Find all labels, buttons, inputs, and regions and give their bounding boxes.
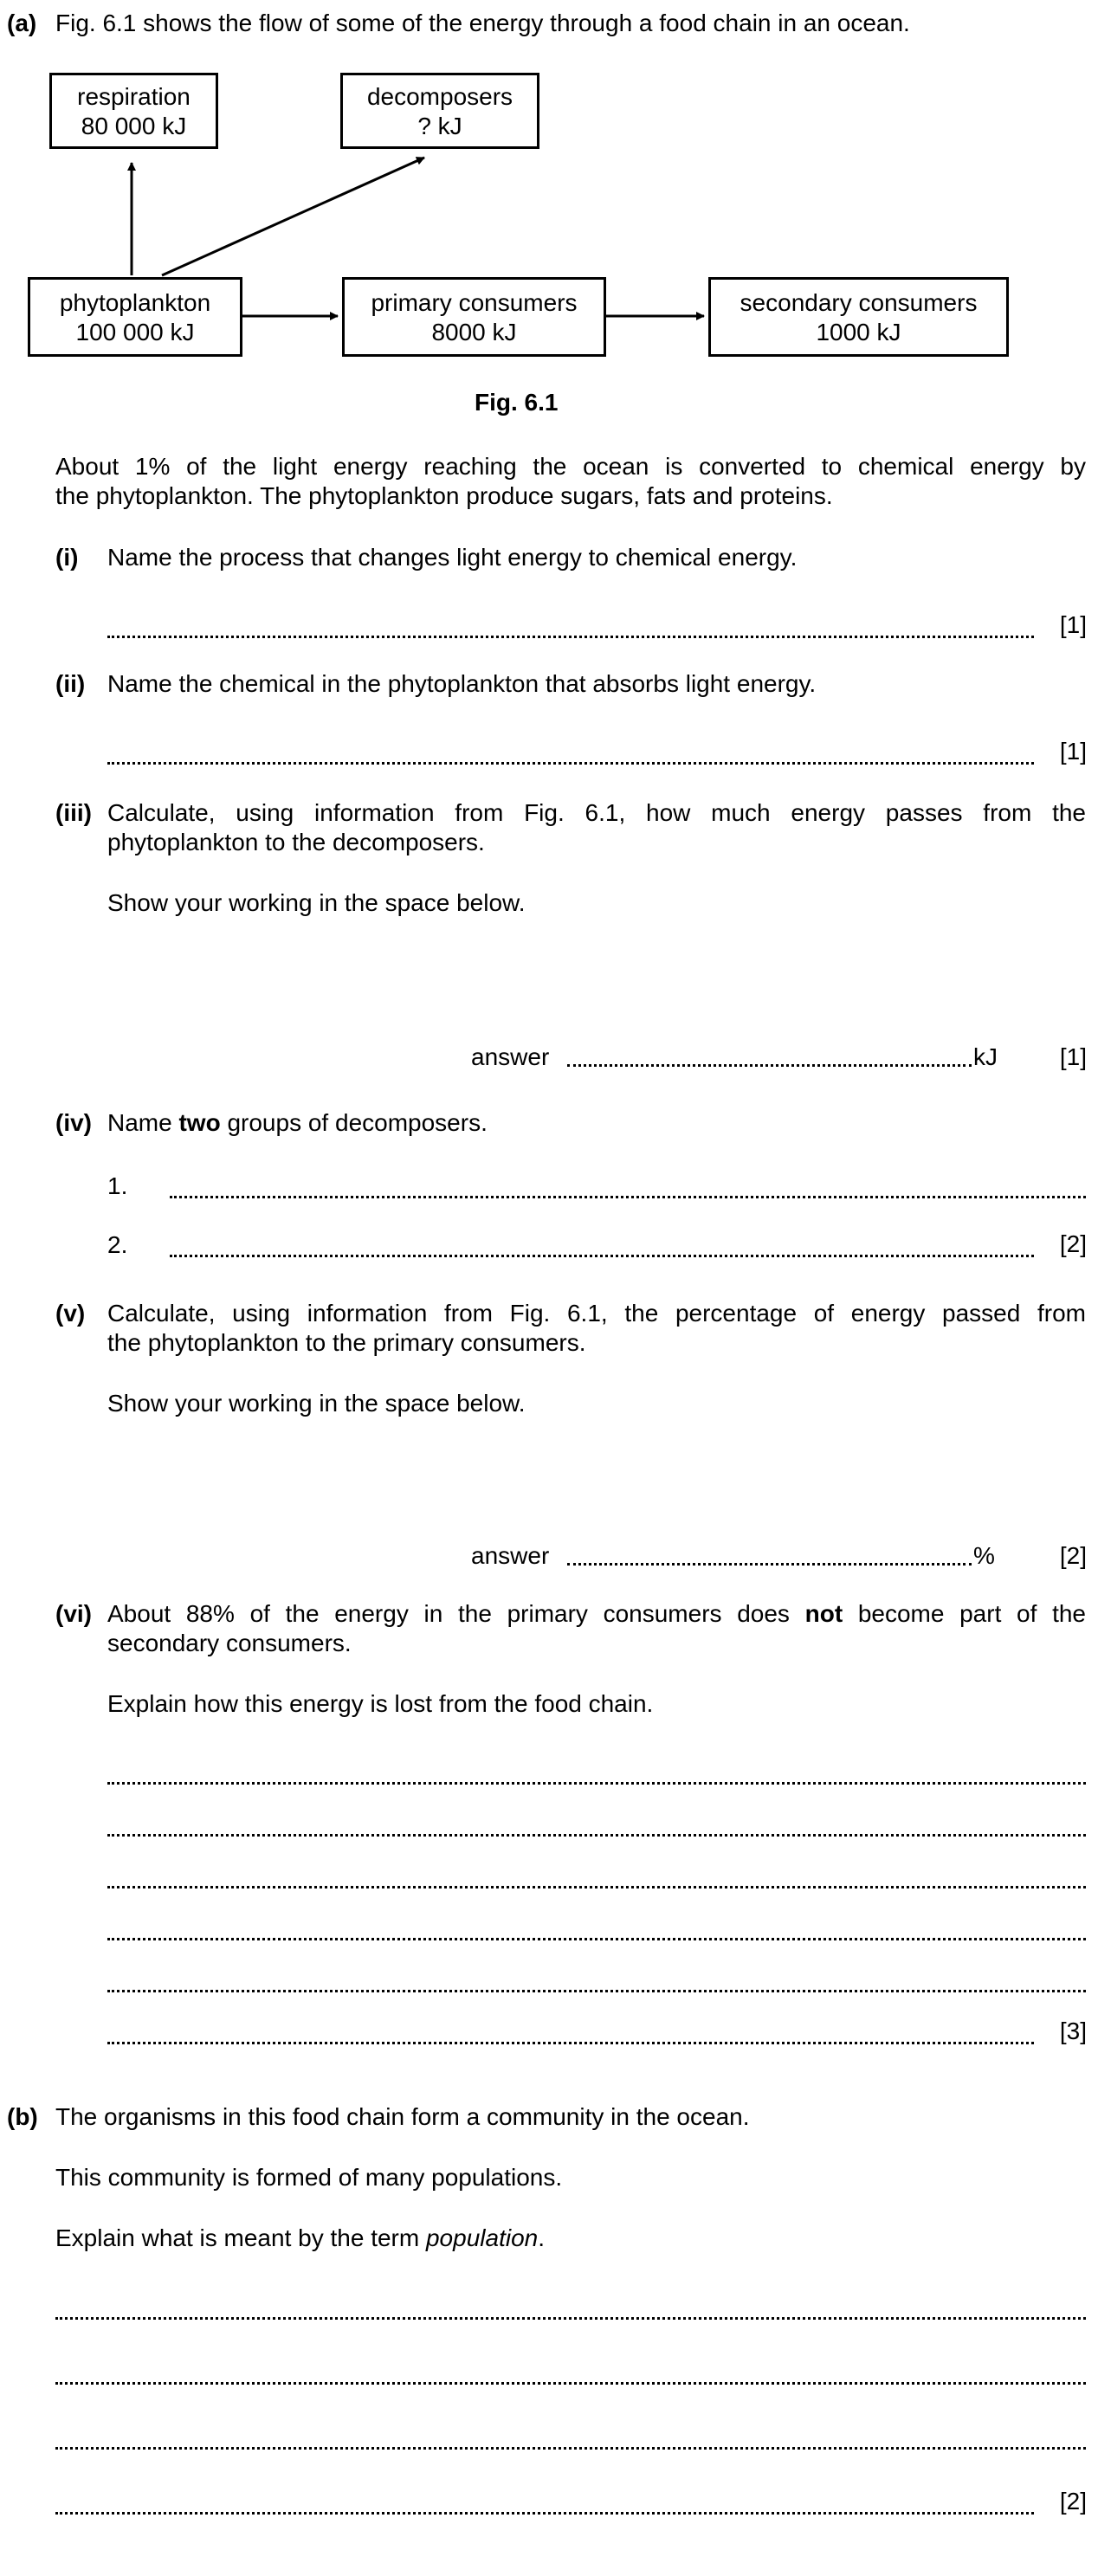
q-iv-item-1-label: 1. bbox=[107, 1172, 128, 1199]
q-iv-answer-line-1[interactable] bbox=[170, 1196, 1086, 1198]
q-iii-unit: kJ bbox=[973, 1043, 998, 1070]
context-line-1: About 1% of the light energy reaching the ocean is converted to chemical energy by bbox=[55, 453, 1086, 480]
decomposers-box bbox=[340, 73, 539, 149]
phytoplankton-box bbox=[28, 277, 242, 357]
q-iii-line-2: phytoplankton to the decomposers. bbox=[107, 829, 485, 855]
arrow-to-decomposers bbox=[162, 158, 424, 275]
respiration-name: respiration bbox=[77, 83, 191, 110]
q-vi-line-2: secondary consumers. bbox=[107, 1630, 352, 1656]
q-v-answer-label: answer bbox=[471, 1542, 550, 1569]
part-b-answer-line-1[interactable] bbox=[55, 2317, 1086, 2320]
figure-caption: Fig. 6.1 bbox=[475, 389, 559, 416]
primary-consumers-name: primary consumers bbox=[371, 289, 578, 316]
q-v-answer-line[interactable] bbox=[567, 1563, 972, 1566]
q-ii-answer-line[interactable] bbox=[107, 762, 1034, 765]
q-vi-line-1: About 88% of the energy in the primary consumers does not become part of the bbox=[107, 1600, 1086, 1627]
phytoplankton-value: 100 000 kJ bbox=[75, 319, 195, 345]
q-vi-answer-line-6[interactable] bbox=[107, 2042, 1034, 2044]
q-i-marks: [1] bbox=[1059, 611, 1087, 638]
phytoplankton-name: phytoplankton bbox=[59, 289, 211, 316]
q-vi-answer-line-2[interactable] bbox=[107, 1834, 1086, 1837]
secondary-consumers-name: secondary consumers bbox=[740, 289, 978, 316]
secondary-consumers-value: 1000 kJ bbox=[816, 319, 901, 345]
secondary-consumers-box bbox=[708, 277, 1009, 357]
q-v-line-2: the phytoplankton to the primary consumers. bbox=[107, 1329, 586, 1356]
q-vi-answer-line-4[interactable] bbox=[107, 1938, 1086, 1940]
q-ii-label: (ii) bbox=[55, 670, 86, 697]
q-vi-answer-line-5[interactable] bbox=[107, 1990, 1086, 1992]
q-ii-text: Name the chemical in the phytoplankton that absorbs light energy. bbox=[107, 670, 817, 697]
part-b-answer-line-3[interactable] bbox=[55, 2447, 1086, 2450]
primary-consumers-box bbox=[342, 277, 606, 357]
part-b-answer-line-4[interactable] bbox=[55, 2512, 1034, 2515]
part-b-line-3: Explain what is meant by the term population. bbox=[55, 2224, 545, 2251]
q-i-label: (i) bbox=[55, 544, 79, 571]
part-b-answer-line-2[interactable] bbox=[55, 2382, 1086, 2385]
primary-consumers-value: 8000 kJ bbox=[431, 319, 517, 345]
q-iii-answer-label: answer bbox=[471, 1043, 550, 1070]
q-vi-label: (vi) bbox=[55, 1600, 92, 1627]
q-vi-instruction: Explain how this energy is lost from the food chain. bbox=[107, 1690, 654, 1717]
respiration-value: 80 000 kJ bbox=[81, 113, 187, 139]
q-v-unit: % bbox=[973, 1542, 995, 1569]
q-vi-answer-line-3[interactable] bbox=[107, 1886, 1086, 1888]
part-b-marks: [2] bbox=[1059, 2488, 1087, 2515]
part-a-label: (a) bbox=[7, 10, 37, 36]
q-i-text: Name the process that changes light energy to chemical energy. bbox=[107, 544, 798, 571]
q-iii-answer-line[interactable] bbox=[567, 1064, 972, 1067]
context-line-2: the phytoplankton. The phytoplankton produce sugars, fats and proteins. bbox=[55, 482, 833, 509]
part-b-line-2: This community is formed of many populations. bbox=[55, 2164, 563, 2191]
q-iv-answer-line-2[interactable] bbox=[170, 1255, 1034, 1257]
q-iv-marks: [2] bbox=[1059, 1230, 1087, 1257]
part-b-line-1: The organisms in this food chain form a community in the ocean. bbox=[55, 2103, 750, 2130]
q-iv-text: Name two groups of decomposers. bbox=[107, 1109, 488, 1136]
q-v-line-1: Calculate, using information from Fig. 6.1, the percentage of energy passed from bbox=[107, 1300, 1086, 1327]
q-iii-working: Show your working in the space below. bbox=[107, 889, 526, 916]
q-i-answer-line[interactable] bbox=[107, 636, 1034, 638]
q-iv-item-2-label: 2. bbox=[107, 1231, 128, 1258]
respiration-box bbox=[49, 73, 218, 149]
q-v-working: Show your working in the space below. bbox=[107, 1390, 526, 1417]
q-vi-answer-line-1[interactable] bbox=[107, 1782, 1086, 1785]
q-iv-label: (iv) bbox=[55, 1109, 92, 1136]
q-ii-marks: [1] bbox=[1059, 738, 1087, 765]
q-v-label: (v) bbox=[55, 1300, 86, 1327]
part-b-label: (b) bbox=[7, 2103, 38, 2130]
q-v-marks: [2] bbox=[1059, 1542, 1087, 1569]
decomposers-value: ? kJ bbox=[417, 113, 462, 139]
q-iii-line-1: Calculate, using information from Fig. 6.1, how much energy passes from the bbox=[107, 799, 1086, 826]
q-vi-marks: [3] bbox=[1059, 2018, 1087, 2044]
q-iii-marks: [1] bbox=[1059, 1043, 1087, 1070]
q-iii-label: (iii) bbox=[55, 799, 92, 826]
decomposers-name: decomposers bbox=[366, 83, 513, 110]
part-a-intro: Fig. 6.1 shows the flow of some of the energy through a food chain in an ocean. bbox=[55, 10, 910, 36]
